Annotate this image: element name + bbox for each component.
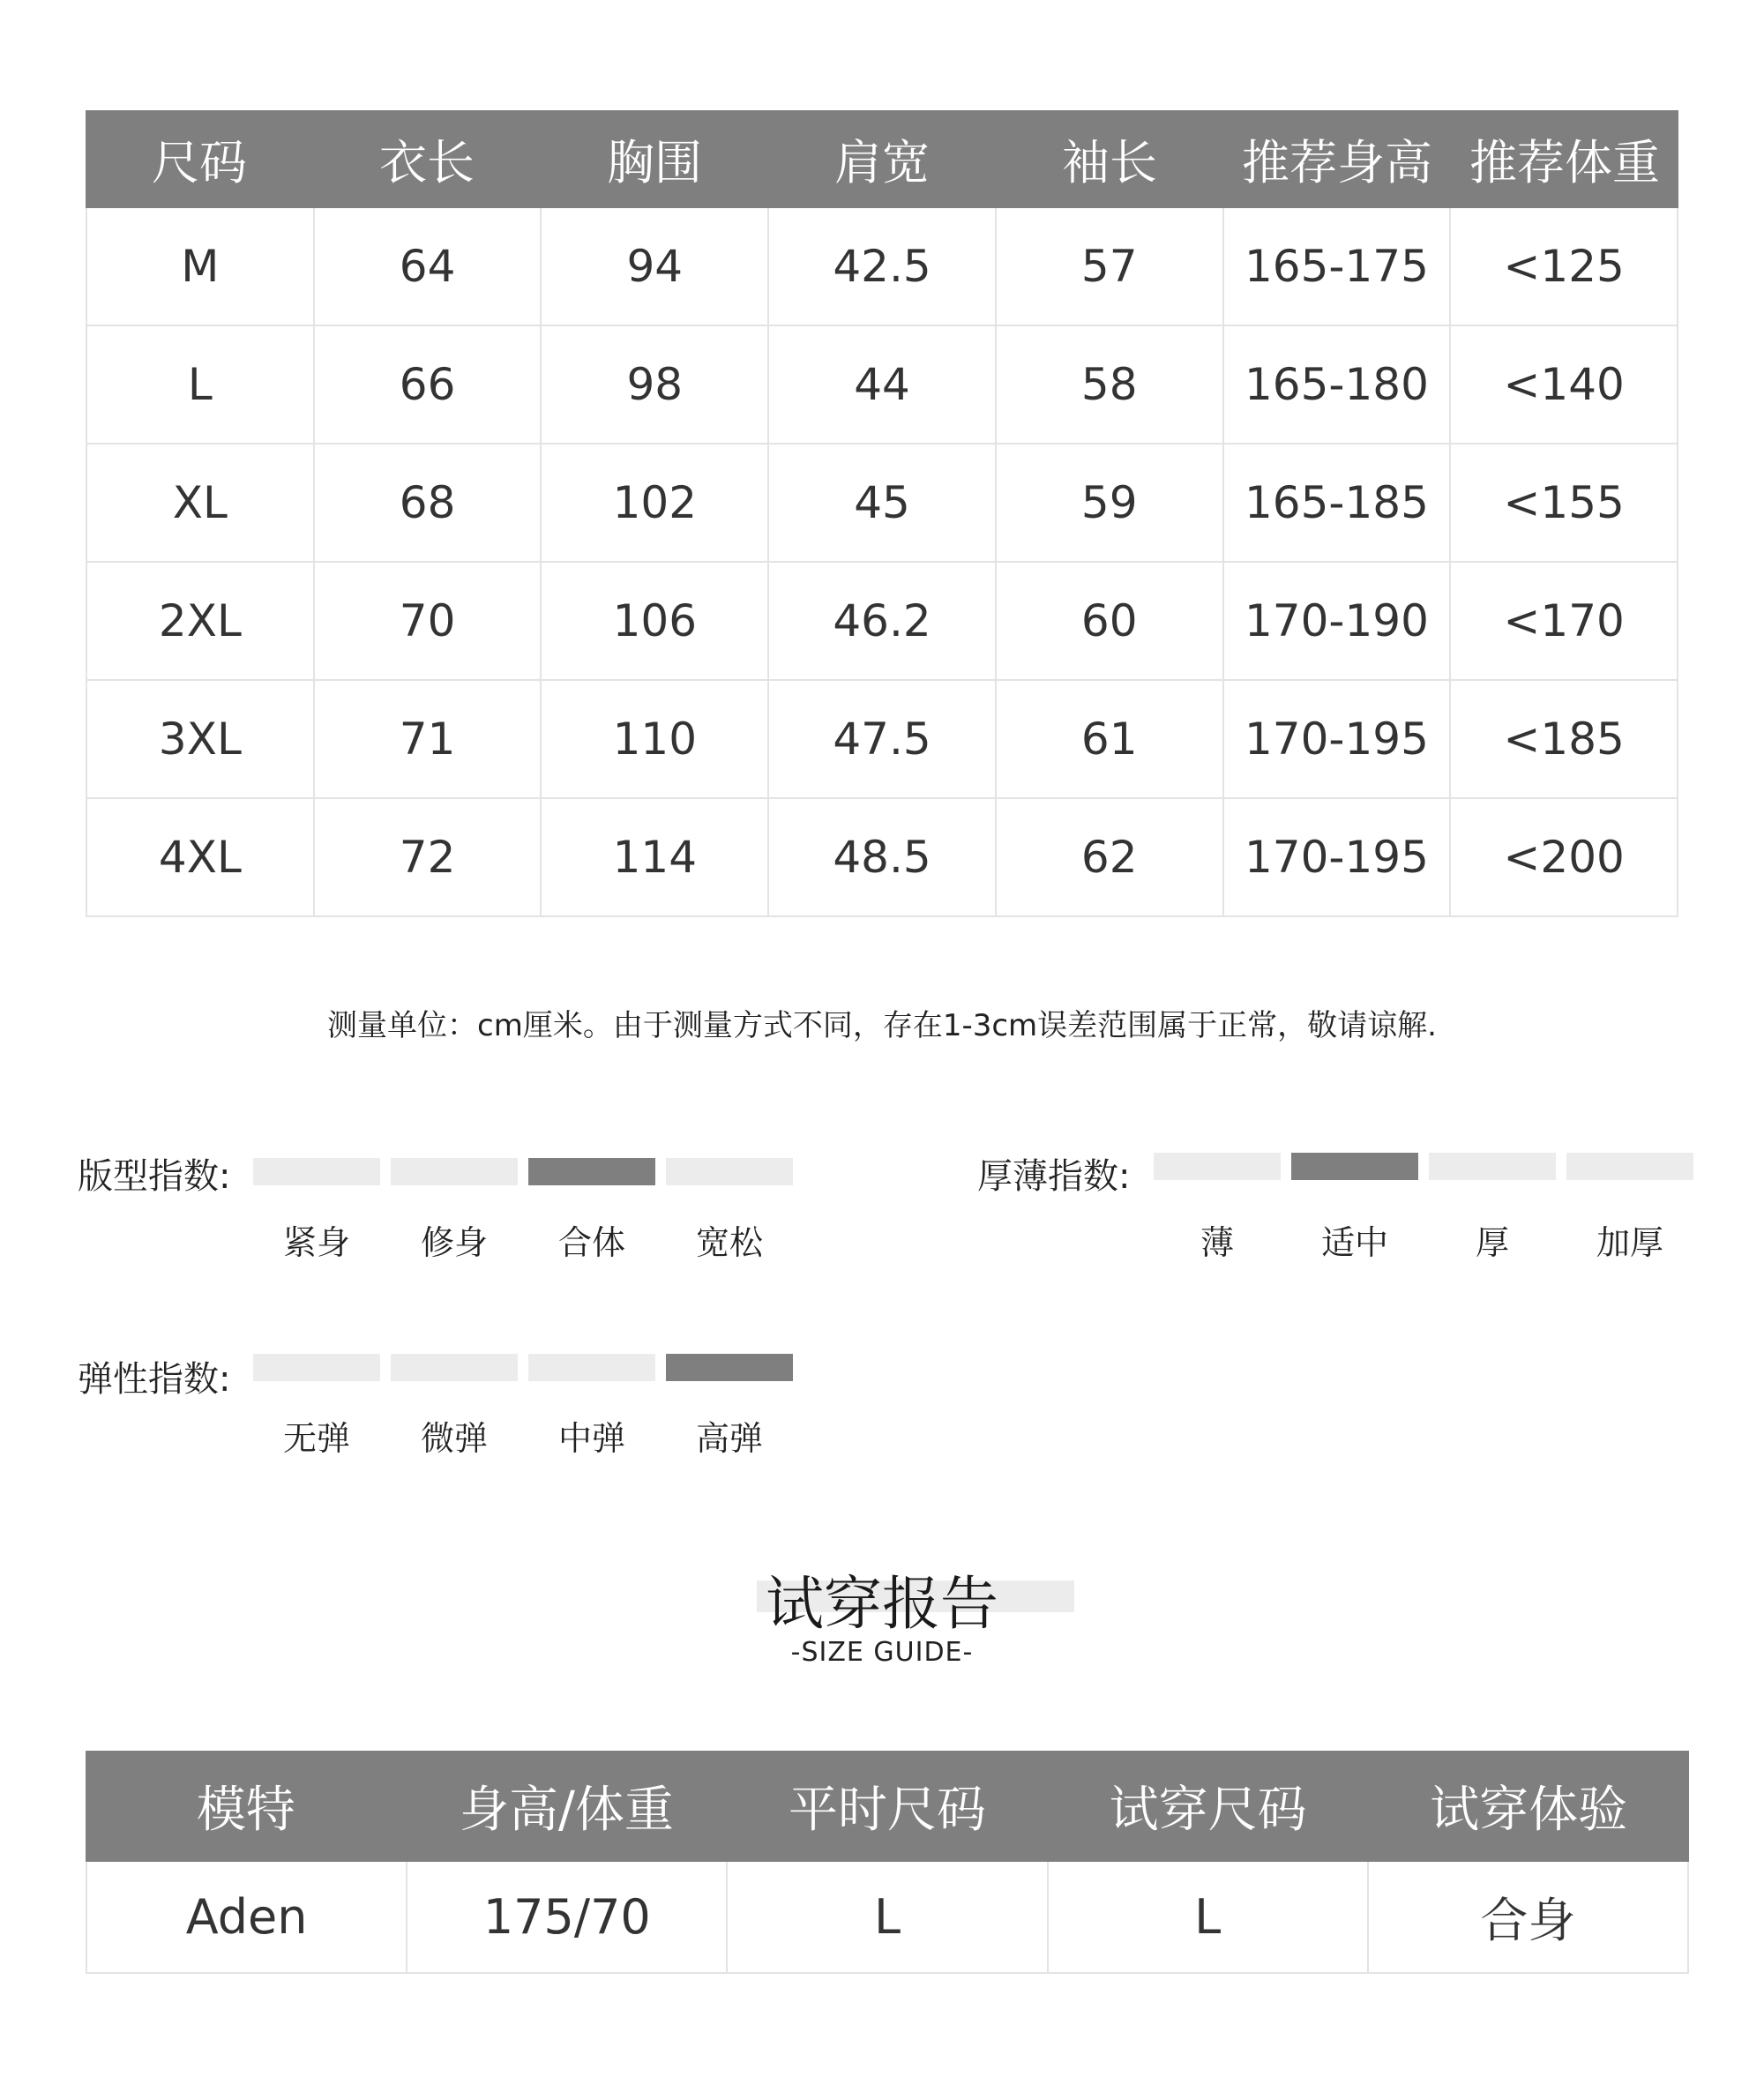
thickness-option: 厚	[1475, 1223, 1509, 1262]
elasticity-option: 无弹	[282, 1419, 350, 1458]
header-cell: 推荐体重	[1469, 135, 1660, 191]
fit-bar-tight	[253, 1158, 380, 1185]
size-table-header	[86, 110, 1678, 208]
header-cell: 袖长	[1062, 135, 1157, 191]
table-cell: L	[1047, 1862, 1367, 1972]
thickness-bar-thin	[1154, 1153, 1281, 1180]
fit-option: 修身	[420, 1223, 488, 1262]
fit-index-options	[253, 1215, 793, 1264]
table-cell: XL	[86, 445, 313, 561]
elasticity-index-label: 弹性指数:	[78, 1359, 231, 1400]
header-cell: 平时尺码	[788, 1782, 986, 1839]
measurement-note: 测量单位：cm厘米。由于测量方式不同，存在1-3cm误差范围属于正常，敬请谅解.	[327, 1008, 1437, 1043]
elasticity-index-options	[253, 1411, 793, 1460]
elasticity-bar-slight	[391, 1354, 518, 1381]
table-row	[86, 681, 1678, 799]
table-cell: 66	[313, 326, 541, 443]
thickness-option: 适中	[1320, 1223, 1388, 1262]
table-cell: 58	[995, 326, 1222, 443]
thickness-option: 薄	[1200, 1223, 1234, 1262]
table-cell: L	[726, 1862, 1046, 1972]
thickness-index-options	[1154, 1215, 1693, 1264]
header-cell: 试穿尺码	[1109, 1782, 1307, 1839]
header-cell: 身高/体重	[459, 1782, 674, 1839]
header-cell: 模特	[196, 1782, 295, 1839]
table-cell: 60	[995, 563, 1222, 679]
table-cell: 71	[313, 681, 541, 797]
table-cell: <170	[1449, 563, 1678, 679]
table-cell: <200	[1449, 799, 1678, 915]
table-row	[86, 208, 1678, 326]
thickness-option: 加厚	[1596, 1223, 1663, 1262]
thickness-bar-extra-thick	[1566, 1153, 1693, 1180]
table-cell: 110	[540, 681, 767, 797]
table-cell: L	[86, 326, 313, 443]
thickness-bar-thick	[1429, 1153, 1556, 1180]
elasticity-index-bars	[253, 1354, 793, 1381]
fit-bar-regular	[528, 1158, 655, 1185]
table-cell: 45	[767, 445, 995, 561]
table-row	[86, 563, 1678, 681]
fit-index-label: 版型指数:	[78, 1156, 231, 1197]
table-cell: 114	[540, 799, 767, 915]
table-cell: 46.2	[767, 563, 995, 679]
table-cell: 47.5	[767, 681, 995, 797]
table-cell: 165-185	[1222, 445, 1450, 561]
table-cell: 102	[540, 445, 767, 561]
table-cell: 64	[313, 208, 541, 325]
table-cell: <125	[1449, 208, 1678, 325]
header-cell: 尺码	[152, 135, 247, 191]
fit-bar-slim	[391, 1158, 518, 1185]
table-cell: <155	[1449, 445, 1678, 561]
fit-table-header	[86, 1751, 1689, 1862]
table-cell: 48.5	[767, 799, 995, 915]
header-cell: 胸围	[607, 135, 702, 191]
table-cell: 68	[313, 445, 541, 561]
table-cell: 170-195	[1222, 681, 1450, 797]
table-cell: 94	[540, 208, 767, 325]
table-cell: 61	[995, 681, 1222, 797]
fit-option: 紧身	[282, 1223, 350, 1262]
table-cell: 3XL	[86, 681, 313, 797]
header-cell: 试穿体验	[1430, 1782, 1628, 1839]
elasticity-option: 中弹	[557, 1419, 625, 1458]
thickness-index-bars	[1154, 1153, 1693, 1180]
elasticity-option: 高弹	[695, 1419, 763, 1458]
elasticity-bar-medium	[528, 1354, 655, 1381]
table-cell: 59	[995, 445, 1222, 561]
table-cell: 72	[313, 799, 541, 915]
table-cell: <140	[1449, 326, 1678, 443]
table-cell: 70	[313, 563, 541, 679]
report-subtitle: -SIZE GUIDE-	[790, 1637, 974, 1668]
size-table	[86, 110, 1678, 917]
header-cell: 衣长	[379, 135, 475, 191]
table-cell: 57	[995, 208, 1222, 325]
fit-index-bars	[253, 1158, 793, 1185]
report-title: 试穿报告	[766, 1570, 998, 1638]
table-cell: 44	[767, 326, 995, 443]
table-cell: 165-175	[1222, 208, 1450, 325]
fit-table	[86, 1751, 1689, 1974]
table-cell: 合身	[1367, 1862, 1689, 1972]
elasticity-option: 微弹	[420, 1419, 488, 1458]
table-cell: 62	[995, 799, 1222, 915]
table-cell: <185	[1449, 681, 1678, 797]
table-row	[86, 326, 1678, 445]
elasticity-bar-high	[666, 1354, 793, 1381]
fit-option: 合体	[557, 1223, 625, 1262]
table-cell: 175/70	[406, 1862, 726, 1972]
table-cell: 4XL	[86, 799, 313, 915]
header-cell: 推荐身高	[1242, 135, 1432, 191]
fit-option: 宽松	[695, 1223, 763, 1262]
table-cell: 42.5	[767, 208, 995, 325]
table-cell: 98	[540, 326, 767, 443]
table-cell: 106	[540, 563, 767, 679]
thickness-index-label: 厚薄指数:	[977, 1156, 1131, 1197]
table-row	[86, 799, 1678, 917]
table-row	[86, 1862, 1689, 1974]
table-cell: Aden	[86, 1862, 406, 1972]
table-cell: 2XL	[86, 563, 313, 679]
table-cell: 165-180	[1222, 326, 1450, 443]
fit-bar-loose	[666, 1158, 793, 1185]
header-cell: 肩宽	[834, 135, 930, 191]
table-cell: 170-190	[1222, 563, 1450, 679]
table-cell: M	[86, 208, 313, 325]
thickness-bar-medium	[1291, 1153, 1418, 1180]
elasticity-bar-none	[253, 1354, 380, 1381]
table-row	[86, 445, 1678, 563]
table-cell: 170-195	[1222, 799, 1450, 915]
